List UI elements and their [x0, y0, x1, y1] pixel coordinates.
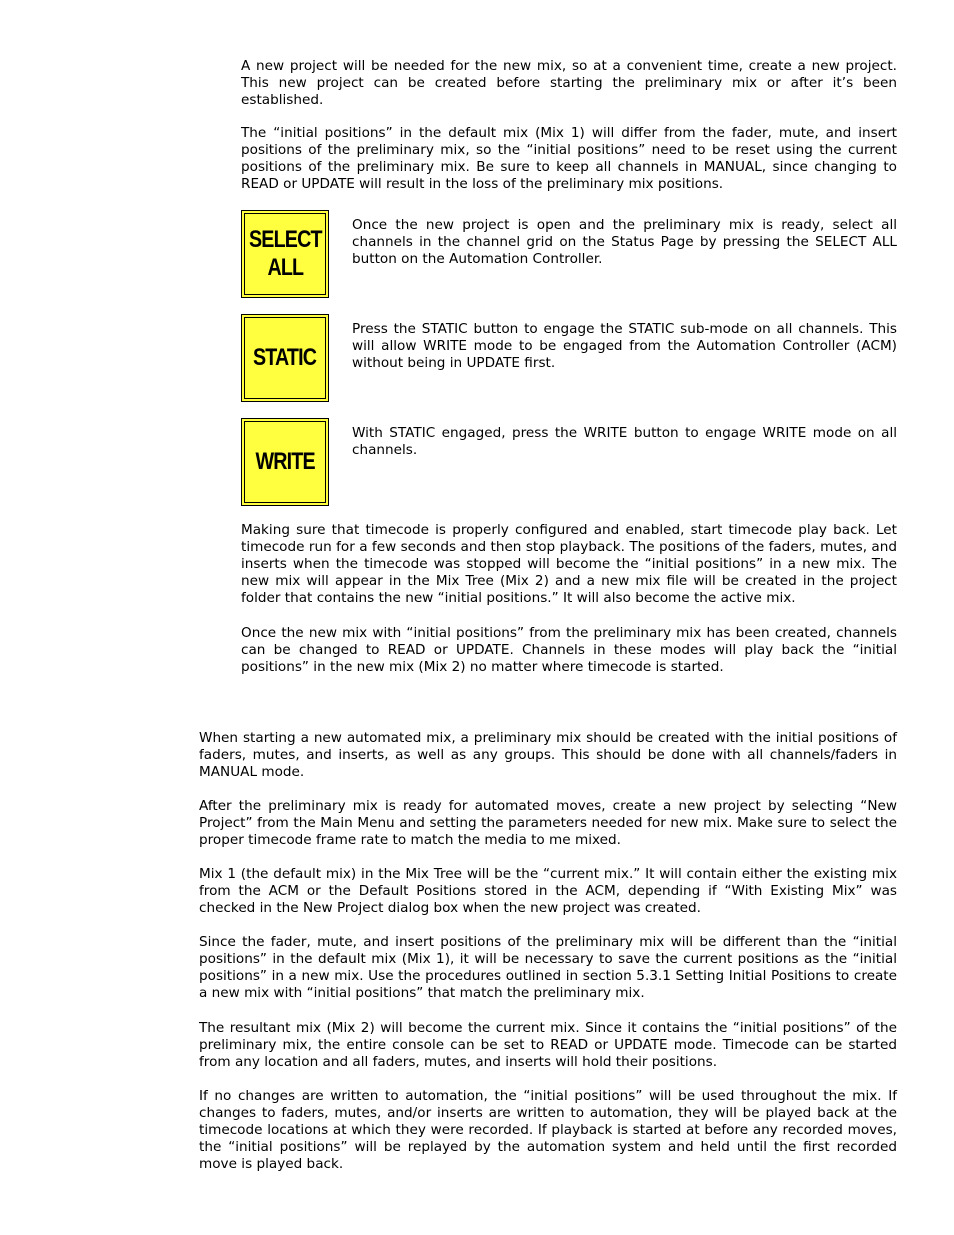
step-static — [241, 314, 897, 402]
timecode-paragraph: Making sure that timecode is properly configured and enabled, start timecode play back. Let timecode run for a few seconds and then stop playback. The positions of the faders, mutes, and inserts when the timecode was stopped will become the “initial positions” in a new mix. The new mix will appear in the Mix Tree (Mix 2) and a new mix file will be created in the project folder that contains the new “initial positions.” It will also become the active mix. — [241, 522, 897, 607]
body-paragraph-4: Since the fader, mute, and insert positions of the preliminary mix will be different than the “initial positions” in the default mix (Mix 1), it will be necessary to save the current positions as the “initial positions” in a new mix. Use the procedures outlined in section 5.3.1 Setting Initial Positions to create a new mix with “initial positions” that match the preliminary mix. — [199, 934, 897, 1002]
step-write — [241, 418, 897, 506]
body-paragraph-6: If no changes are written to automation, the “initial positions” will be used throughout the mix. If changes to faders, mutes, and/or inserts are written to automation, they will be played back at the timecode locations at which they were recorded. If playback is started at before any recorded moves, the “initial positions” will be replayed by the automation system and held until the first recorded move is played back. — [199, 1088, 897, 1173]
static-button-label: STATIC — [253, 344, 317, 371]
body-paragraph-3: Mix 1 (the default mix) in the Mix Tree will be the “current mix.” It will contain either the existing mix from the ACM or the Default Positions stored in the ACM, depending if “With Existing Mix” was checked in the New Project dialog box when the new project was created. — [199, 866, 897, 917]
static-button-image — [241, 314, 329, 402]
write-button-label: WRITE — [255, 448, 315, 475]
body-paragraph-2: After the preliminary mix is ready for automated moves, create a new project by selecting “New Project” from the Main Menu and setting the parameters needed for new mix. Make sure to select the proper timecode frame rate to match the media to me mixed. — [199, 798, 897, 849]
select-all-step-text: Once the new project is open and the preliminary mix is ready, select all channels in the channel grid on the Status Page by pressing the SELECT ALL button on the Automation Controller. — [352, 217, 897, 268]
intro-paragraph-initial-positions: The “initial positions” in the default mix (Mix 1) will differ from the fader, mute, and insert positions of the preliminary mix, so the “initial positions” need to be reset using the current positions of the preliminary mix. Be sure to keep all channels in MANUAL, since changing to READ or UPDATE will result in the loss of the preliminary mix positions. — [241, 125, 897, 193]
select-all-button-label: SELECT ALL — [248, 226, 322, 281]
intro-paragraph-new-project: A new project will be needed for the new mix, so at a convenient time, create a new project. This new project can be created before starting the preliminary mix or after it’s been established. — [241, 58, 897, 109]
write-button-image — [241, 418, 329, 506]
body-paragraph-5: The resultant mix (Mix 2) will become the current mix. Since it contains the “initial positions” of the preliminary mix, the entire console can be set to READ or UPDATE mode. Timecode can be started from any location and all faders, mutes, and inserts will hold their positions. — [199, 1020, 897, 1071]
body-paragraph-1: When starting a new automated mix, a preliminary mix should be created with the initial positions of faders, mutes, and inserts, as well as any groups. This should be done with all channels/faders in MANUAL mode. — [199, 730, 897, 781]
static-step-text: Press the STATIC button to engage the STATIC sub-mode on all channels. This will allow WRITE mode to be engaged from the Automation Controller (ACM) without being in UPDATE first. — [352, 321, 897, 372]
step-select-all — [241, 210, 897, 298]
write-step-text: With STATIC engaged, press the WRITE button to engage WRITE mode on all channels. — [352, 425, 897, 459]
select-all-button-image — [241, 210, 329, 298]
read-update-paragraph: Once the new mix with “initial positions” from the preliminary mix has been created, channels can be changed to READ or UPDATE. Channels in these modes will play back the “initial positions” in the new mix (Mix 2) no matter where timecode is started. — [241, 625, 897, 676]
